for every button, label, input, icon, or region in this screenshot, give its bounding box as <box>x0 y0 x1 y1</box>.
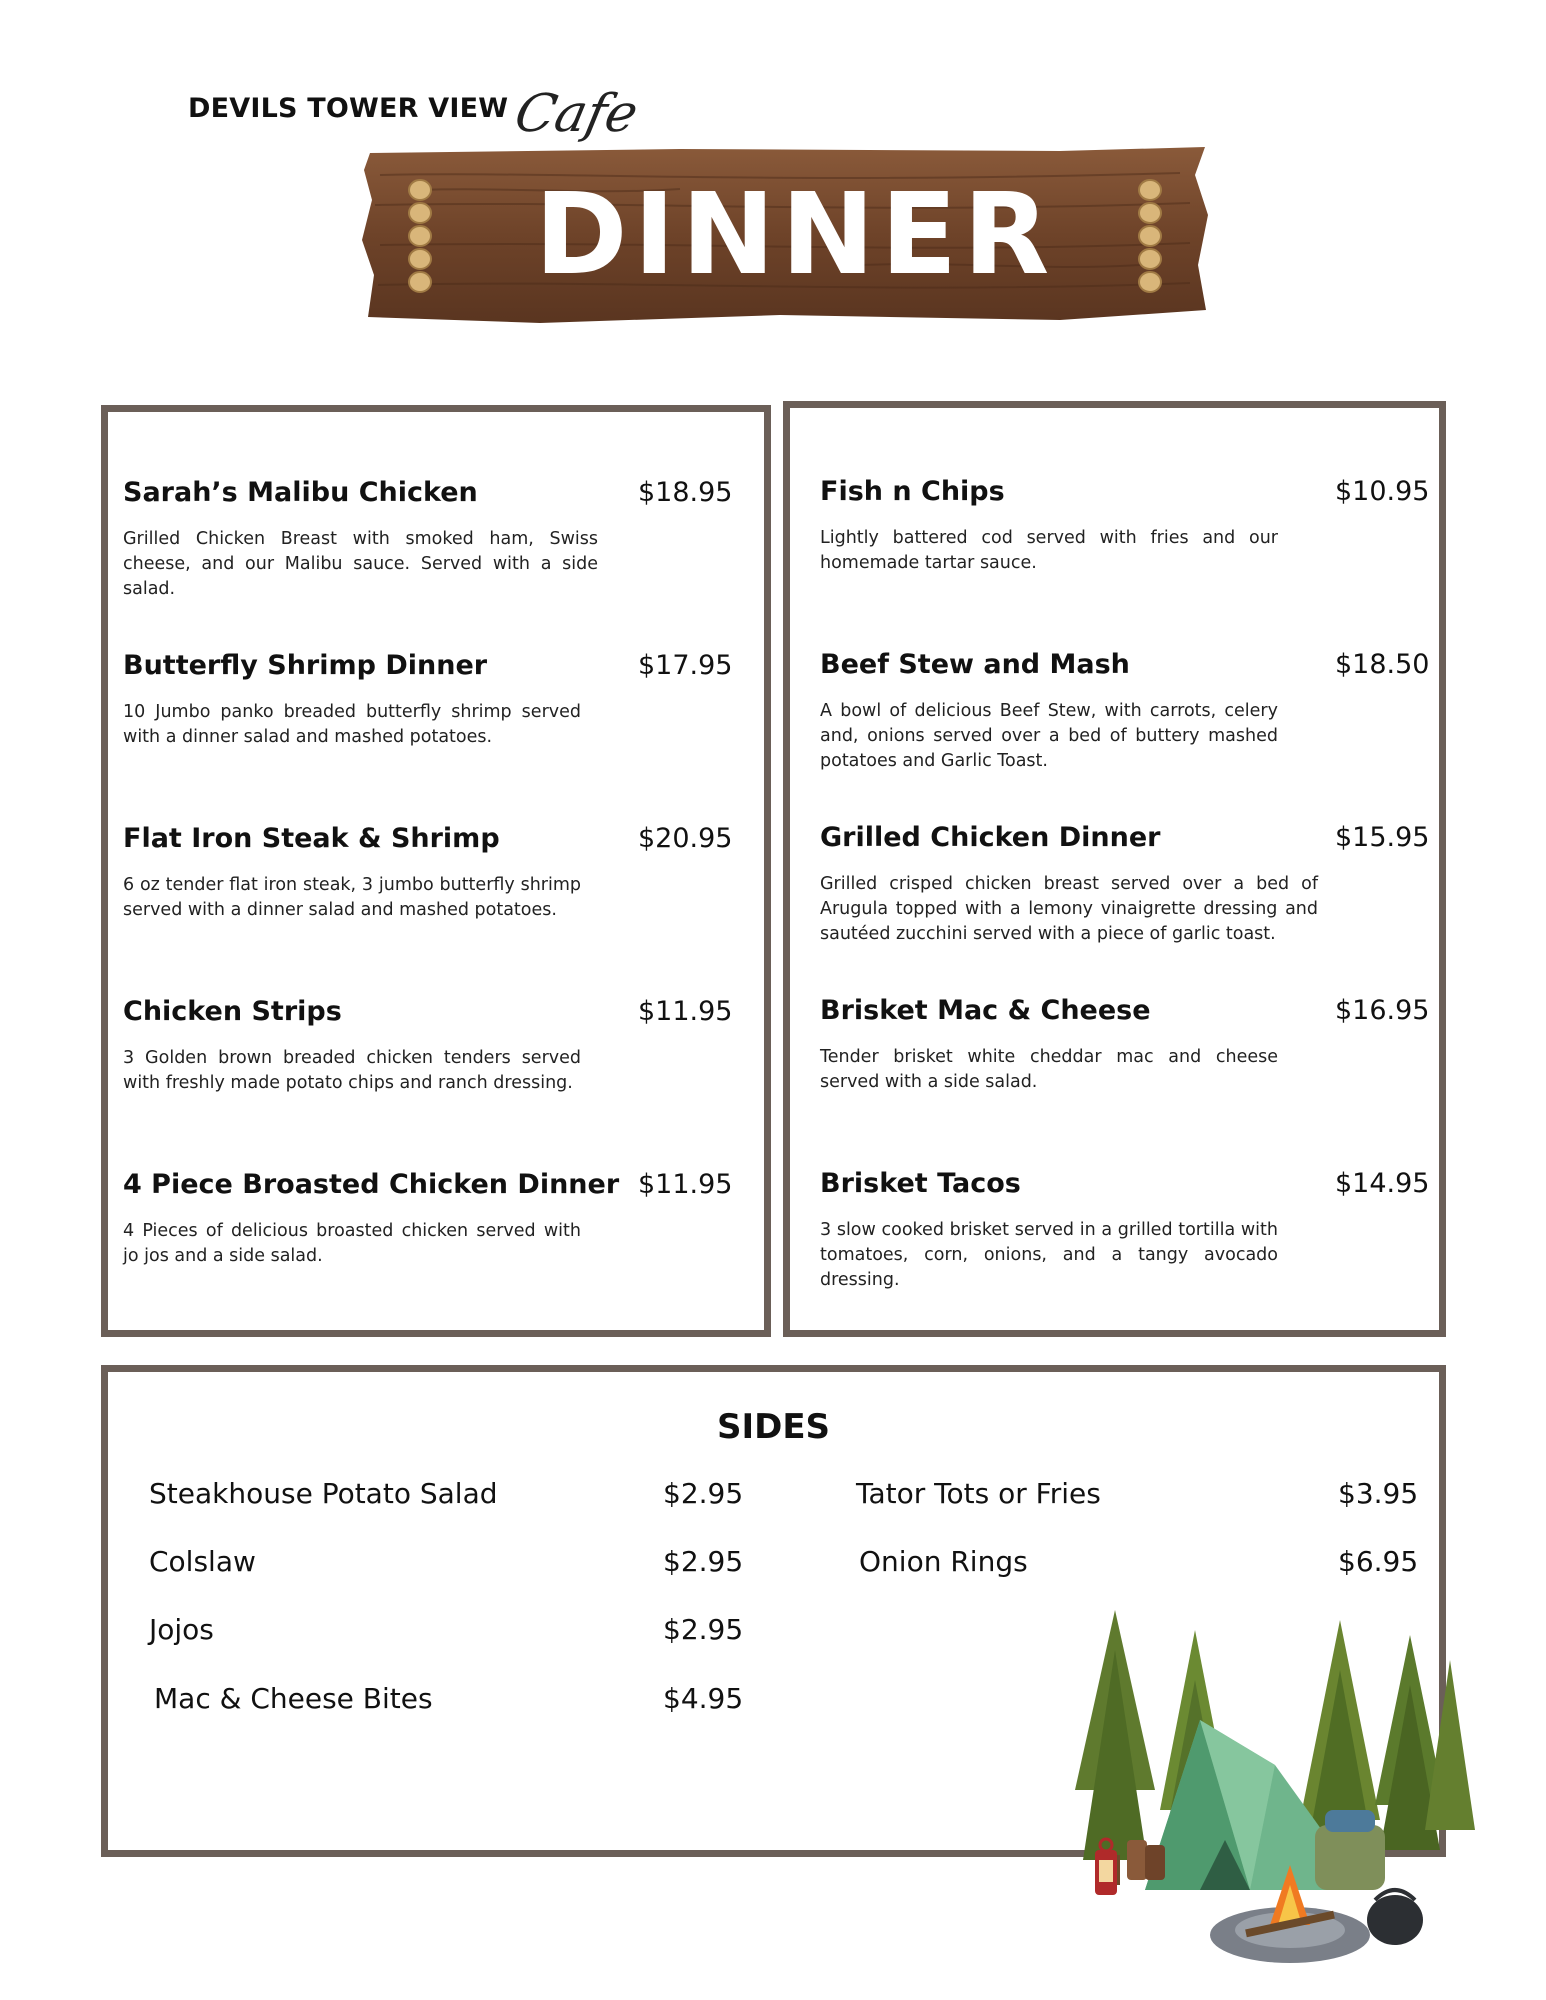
side-item-price: $2.95 <box>663 1477 744 1510</box>
item-desc: 3 Golden brown breaded chicken tenders served with freshly made potato chips and ranch dressing. <box>123 1048 581 1093</box>
item-name: 4 Piece Broasted Chicken Dinner <box>123 1169 620 1200</box>
item-desc: 4 Pieces of delicious broasted chicken served with jo jos and a side salad. <box>123 1221 581 1266</box>
item-name: Flat Iron Steak & Shrimp <box>123 823 500 854</box>
side-item-name: Mac & Cheese Bites <box>154 1682 433 1715</box>
item-desc: Grilled crisped chicken breast served over a bed of Arugula topped with a lemony vinaigrette dressing and sautéed zucchini served with a piece of garlic toast. <box>820 874 1318 944</box>
item-name: Chicken Strips <box>123 996 342 1027</box>
side-item-name: Steakhouse Potato Salad <box>149 1477 498 1510</box>
side-item-price: $6.95 <box>1338 1545 1419 1578</box>
sides-title: SIDES <box>716 1407 831 1447</box>
side-item-price: $3.95 <box>1338 1477 1419 1510</box>
item-price: $14.95 <box>1335 1168 1430 1199</box>
item-desc: Lightly battered cod served with fries and our homemade tartar sauce. <box>820 528 1278 573</box>
item-name: Brisket Mac & Cheese <box>820 995 1151 1026</box>
brand-name: DEVILS TOWER VIEW <box>188 93 509 124</box>
side-item-price: $2.95 <box>663 1545 744 1578</box>
item-price: $16.95 <box>1335 995 1430 1026</box>
side-item-name: Onion Rings <box>859 1545 1028 1578</box>
item-desc: 6 oz tender flat iron steak, 3 jumbo butterfly shrimp served with a dinner salad and mashed potatoes. <box>123 875 581 920</box>
brand-logo <box>188 70 644 144</box>
menu-panel-right <box>783 401 1446 1337</box>
side-item-price: $4.95 <box>663 1682 744 1715</box>
item-price: $18.50 <box>1335 649 1430 680</box>
campsite-illustration-icon <box>1075 1590 1475 1995</box>
item-name: Beef Stew and Mash <box>820 649 1130 680</box>
item-desc: Grilled Chicken Breast with smoked ham, Swiss cheese, and our Malibu sauce. Served with a side salad. <box>123 529 598 599</box>
item-name: Butterfly Shrimp Dinner <box>123 650 488 681</box>
side-item-price: $2.95 <box>663 1613 744 1646</box>
item-desc: A bowl of delicious Beef Stew, with carrots, celery and, onions served over a bed of buttery mashed potatoes and Garlic Toast. <box>820 701 1278 771</box>
item-name: Brisket Tacos <box>820 1168 1021 1199</box>
cooking-pot-icon <box>1367 1890 1423 1945</box>
item-desc: 10 Jumbo panko breaded butterfly shrimp served with a dinner salad and mashed potatoes. <box>123 702 581 747</box>
item-price: $11.95 <box>638 1169 733 1200</box>
item-price: $10.95 <box>1335 476 1430 507</box>
item-name: Sarah’s Malibu Chicken <box>123 477 478 508</box>
side-item-name: Colslaw <box>149 1545 256 1578</box>
item-price: $20.95 <box>638 823 733 854</box>
backpack-icon <box>1315 1810 1385 1890</box>
item-price: $15.95 <box>1335 822 1430 853</box>
dinner-sign <box>360 145 1210 325</box>
item-desc: 3 slow cooked brisket served in a grilled tortilla with tomatoes, corn, onions, and a tangy avocado dressing. <box>820 1220 1278 1290</box>
sign-title: DINNER <box>534 170 1056 300</box>
boots-icon <box>1127 1840 1165 1880</box>
side-item-name: Tator Tots or Fries <box>856 1477 1101 1510</box>
brand-script: Cafe <box>509 84 644 144</box>
item-price: $11.95 <box>638 996 733 1027</box>
item-name: Fish n Chips <box>820 476 1005 507</box>
side-item-name: Jojos <box>149 1613 214 1646</box>
item-name: Grilled Chicken Dinner <box>820 822 1161 853</box>
item-price: $18.95 <box>638 477 733 508</box>
item-price: $17.95 <box>638 650 733 681</box>
item-desc: Tender brisket white cheddar mac and cheese served with a side salad. <box>820 1047 1278 1092</box>
menu-panel-left <box>101 405 771 1337</box>
